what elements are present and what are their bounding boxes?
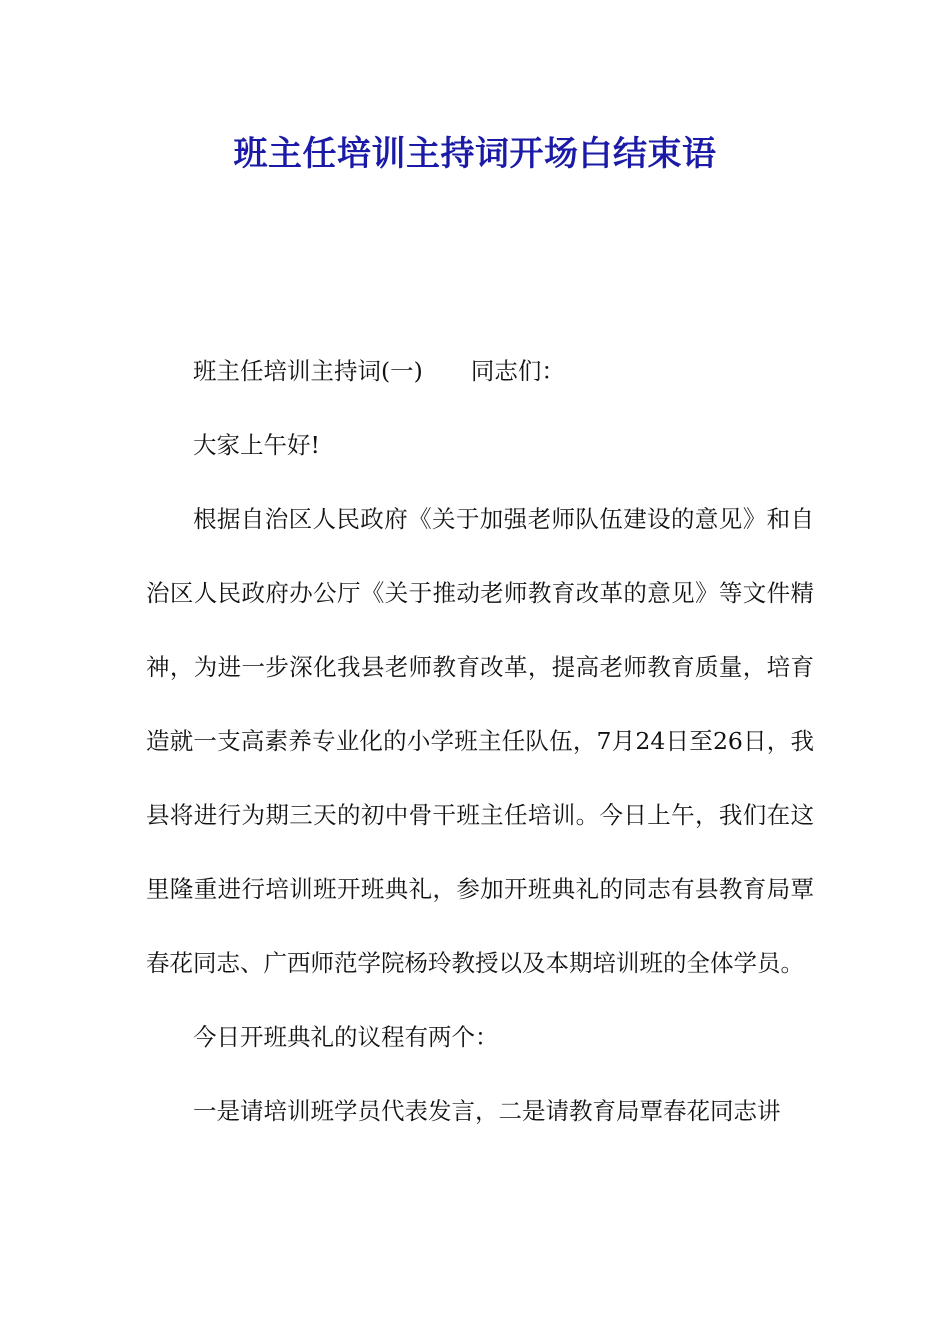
paragraph-agenda-intro: 今日开班典礼的议程有两个： xyxy=(193,1023,499,1051)
document-body xyxy=(146,334,814,1148)
salutation: 同志们： xyxy=(470,357,565,385)
paragraph-background: 根据自治区人民政府《关于加强老师队伍建设的意见》和自治区人民政府办公厅《关于推动老师教育改革的意见》等文件精神，为进一步深化我县老师教育改革，提高老师教育质量，培育造就一支高素养专业化的小学班主任队伍，7月24日至26日，我县将进行为期三天的初中骨干班主任培训。今日上午，我们在这里隆重进行培训班开班典礼，参加开班典礼的同志有县教育局覃春花同志、广西师范学院杨玲教授以及本期培训班的全体学员。 xyxy=(146,505,814,977)
paragraph-agenda-items: 一是请培训班学员代表发言，二是请教育局覃春花同志讲 xyxy=(193,1097,781,1125)
opening-line xyxy=(146,334,814,408)
paragraph-greeting: 大家上午好! xyxy=(193,431,320,459)
document-title: 班主任培训主持词开场白结束语 xyxy=(233,134,717,174)
subheading: 班主任培训主持词(一) xyxy=(193,357,423,385)
